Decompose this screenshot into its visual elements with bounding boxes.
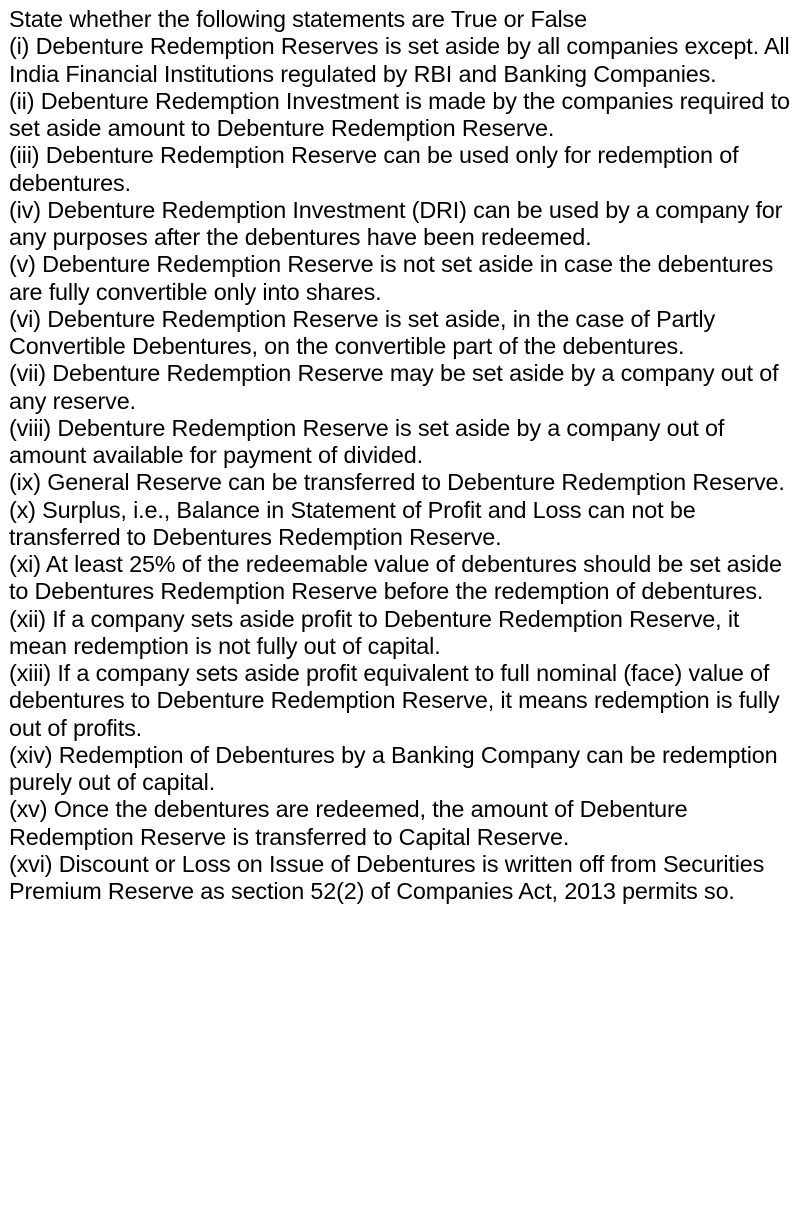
- statement-ii: (ii) Debenture Redemption Investment is made by the companies required to set aside amount to Debenture Redemption Reserve.: [9, 87, 790, 141]
- statement-v: (v) Debenture Redemption Reserve is not set aside in case the debentures are fully convertible only into shares.: [9, 251, 774, 305]
- statement-xiii: (xiii) If a company sets aside profit equivalent to full nominal (face) value of debentures to Debenture Redemption Reserve, it means redemption is fully out of profits.: [9, 660, 780, 741]
- statement-vii: (vii) Debenture Redemption Reserve may be set aside by a company out of any reserve.: [9, 360, 779, 414]
- statement-xvi: (xvi) Discount or Loss on Issue of Debentures is written off from Securities Premium Reserve as section 52(2) of Companies Act, 2013 permits so.: [9, 850, 765, 904]
- statement-i: (i) Debenture Redemption Reserves is set aside by all companies except. All India Financial Institutions regulated by RBI and Banking Companies.: [9, 33, 790, 87]
- statement-x: (x) Surplus, i.e., Balance in Statement of Profit and Loss can not be transferred to Debentures Redemption Reserve.: [9, 496, 696, 550]
- statement-iii: (iii) Debenture Redemption Reserve can be used only for redemption of debentures.: [9, 142, 739, 196]
- statement-xi: (xi) At least 25% of the redeemable value of debentures should be set aside to Debentures Redemption Reserve before the redemption of debentures.: [9, 551, 782, 605]
- statement-xv: (xv) Once the debentures are redeemed, the amount of Debenture Redemption Reserve is transferred to Capital Reserve.: [9, 796, 688, 850]
- question-heading: State whether the following statements are True or False: [9, 6, 587, 32]
- statement-xii: (xii) If a company sets aside profit to Debenture Redemption Reserve, it mean redemption is not fully out of capital.: [9, 605, 740, 659]
- statement-ix: (ix) General Reserve can be transferred to Debenture Redemption Reserve.: [9, 469, 785, 496]
- statement-xiv: (xiv) Redemption of Debentures by a Banking Company can be redemption purely out of capital.: [9, 741, 778, 795]
- statement-vi: (vi) Debenture Redemption Reserve is set aside, in the case of Partly Convertible Debentures, on the convertible part of the debentures.: [9, 305, 716, 359]
- statement-viii: (viii) Debenture Redemption Reserve is set aside by a company out of amount available for payment of divided.: [9, 414, 725, 468]
- statement-iv: (iv) Debenture Redemption Investment (DRI) can be used by a company for any purposes after the debentures have been redeemed.: [9, 196, 783, 250]
